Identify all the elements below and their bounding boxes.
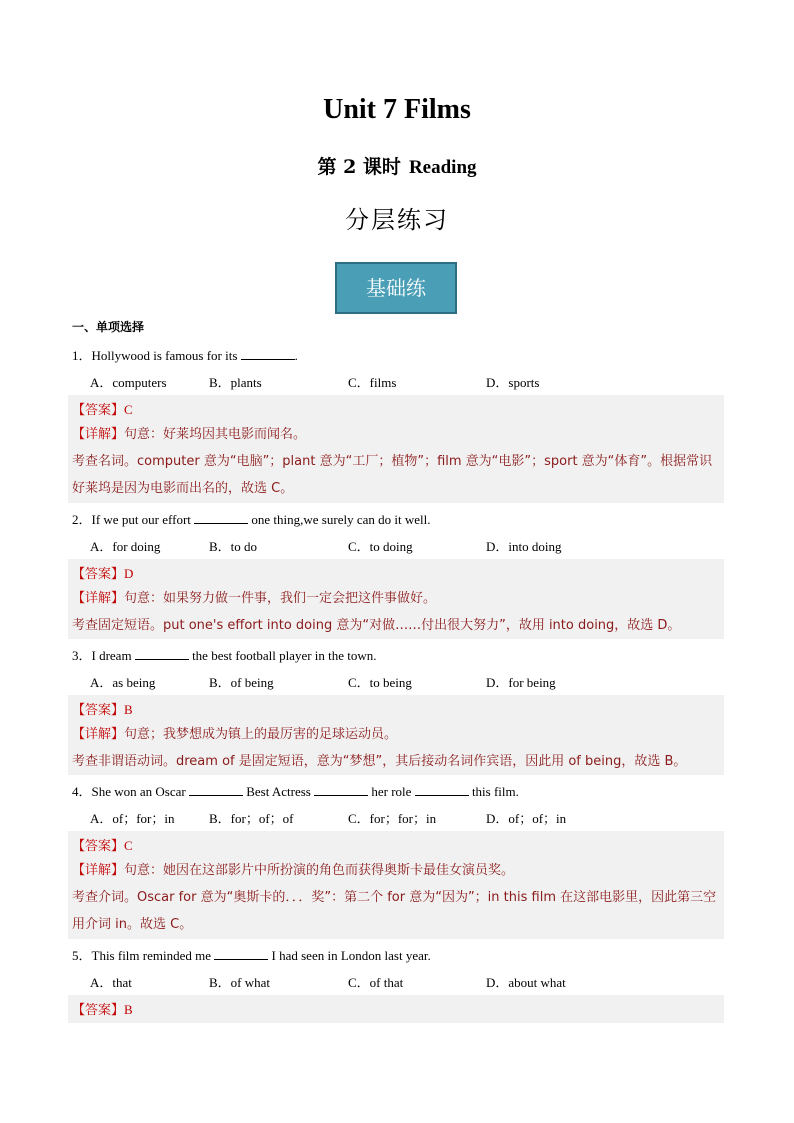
option-d: D．for being: [486, 675, 556, 690]
answer-blank: [241, 349, 295, 360]
option-d: D．about what: [486, 975, 566, 990]
question-3-detail: 【详解】句意；我梦想成为镇上的最厉害的足球运动员。: [72, 727, 398, 742]
question-1-stem: 1．Hollywood is famous for its .: [72, 348, 298, 363]
question-4-answer: 【答案】C: [72, 838, 133, 854]
question-1-answer: 【答案】C: [72, 402, 133, 418]
answer-panel: [68, 995, 724, 1023]
question-3-stem: 3．I dream the best football player in the town.: [72, 648, 377, 663]
option-a: A．computers: [90, 375, 167, 390]
question-5-stem: 5．This film reminded me I had seen in London last year.: [72, 948, 431, 963]
option-c: C．to doing: [348, 539, 413, 554]
answer-blank: [194, 513, 248, 524]
question-4-detail: 【详解】句意：她因在这部影片中所扮演的角色而获得奥斯卡最佳女演员奖。: [72, 863, 515, 878]
question-3-answer: 【答案】B: [72, 702, 133, 718]
answer-blank: [189, 785, 243, 796]
section-title: 一、单项选择: [72, 320, 145, 334]
option-a: A．as being: [90, 675, 156, 690]
level-badge: 基础练: [335, 262, 457, 314]
practice-heading: 分层练习: [345, 206, 449, 234]
question-2-explanation: 考查固定短语。put one's effort into doing 意为“对做……付出很大努力”，故用 into doing，故选 D。: [72, 618, 681, 633]
answer-blank: [214, 949, 268, 960]
lesson-topic: Reading: [408, 157, 477, 178]
question-2-answer: 【答案】D: [72, 566, 134, 582]
option-d: D．sports: [486, 375, 540, 390]
option-a: A．of；for；in: [90, 811, 175, 826]
question-2-detail: 【详解】句意：如果努力做一件事，我们一定会把这件事做好。: [72, 591, 437, 606]
option-b: B．of what: [209, 975, 271, 990]
question-4-explanation: 考查介词。Oscar for 意为“奥斯卡的．．．奖”：第二个 for 意为“因为”；in this film 在这部电影里，因此第三空用介词 in。故选 C。: [72, 890, 717, 932]
option-c: C．for；for；in: [348, 811, 437, 826]
answer-blank: [314, 785, 368, 796]
question-2-stem: 2．If we put our effort one thing,we surely can do it well.: [72, 512, 431, 527]
option-a: A．that: [90, 975, 132, 990]
option-d: D．of；of；in: [486, 811, 567, 826]
lesson-subtitle: [0, 152, 794, 179]
option-b: B．to do: [209, 539, 258, 554]
answer-blank: [415, 785, 469, 796]
option-b: B．of being: [209, 675, 274, 690]
lesson-number: 第 2 课时: [317, 156, 401, 178]
option-d: D．into doing: [486, 539, 562, 554]
option-b: B．for；of；of: [209, 811, 294, 826]
option-c: C．films: [348, 375, 397, 390]
question-4-stem: 4．She won an Oscar Best Actress her role this film.: [72, 784, 519, 799]
page-title: Unit 7 Films: [323, 94, 471, 125]
answer-blank: [135, 649, 189, 660]
question-1-detail: 【详解】句意：好莱坞因其电影而闻名。: [72, 427, 307, 442]
question-5-answer: 【答案】B: [72, 1002, 133, 1018]
option-c: C．of that: [348, 975, 404, 990]
option-c: C．to being: [348, 675, 412, 690]
question-3-explanation: 考查非谓语动词。dream of 是固定短语，意为“梦想”，其后接动名词作宾语，因此用 of being，故选 B。: [72, 754, 687, 769]
option-a: A．for doing: [90, 539, 161, 554]
question-1-explanation: 考查名词。computer 意为“电脑”；plant 意为“工厂；植物”；film 意为“电影”；sport 意为“体育”。根据常识好莱坞是因为电影而出名的，故选 C。: [72, 454, 713, 496]
option-b: B．plants: [209, 375, 262, 390]
